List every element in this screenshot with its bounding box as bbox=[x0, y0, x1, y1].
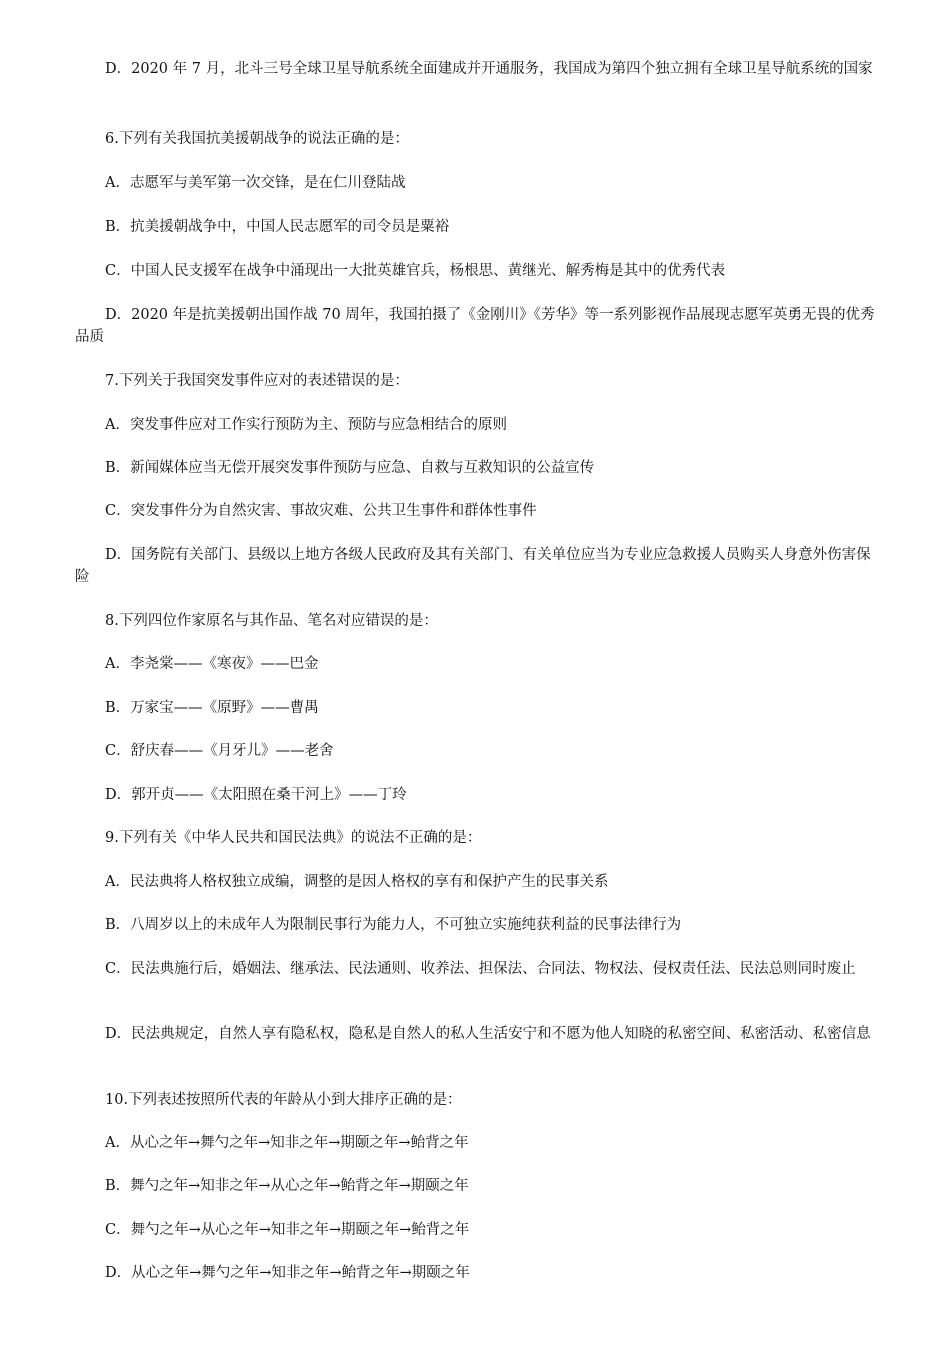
option-10c: C．舞勺之年→从心之年→知非之年→期颐之年→鲐背之年 bbox=[105, 1222, 470, 1238]
option-7c: C．突发事件分为自然灾害、事故灾难、公共卫生事件和群体性事件 bbox=[105, 503, 537, 519]
option-8c: C．舒庆春——《月牙儿》——老舍 bbox=[105, 743, 334, 759]
question-8: 8.下列四位作家原名与其作品、笔名对应错误的是： bbox=[105, 613, 438, 629]
option-6a: A．志愿军与美军第一次交锋，是在仁川登陆战 bbox=[105, 175, 406, 191]
question-7: 7.下列关于我国突发事件应对的表述错误的是： bbox=[105, 373, 409, 389]
option-9c: C．民法典施行后，婚姻法、继承法、民法通则、收养法、担保法、合同法、物权法、侵权责任法、民法总则同时废止 bbox=[105, 961, 856, 977]
option-9a: A．民法典将人格权独立成编，调整的是因人格权的享有和保护产生的民事关系 bbox=[105, 874, 609, 890]
question-10: 10.下列表述按照所代表的年龄从小到大排序正确的是： bbox=[105, 1092, 462, 1108]
option-7d: D．国务院有关部门、县级以上地方各级人民政府及其有关部门、有关单位应当为专业应急救援人员购买人身意外伤害保险 bbox=[75, 547, 871, 585]
option-8a: A．李尧棠——《寒夜》——巴金 bbox=[105, 656, 319, 672]
option-7b: B．新闻媒体应当无偿开展突发事件预防与应急、自救与互救知识的公益宣传 bbox=[105, 460, 595, 476]
option-9b: B．八周岁以上的未成年人为限制民事行为能力人，不可独立实施纯获利益的民事法律行为 bbox=[105, 917, 682, 933]
option-6d: D．2020 年是抗美援朝出国作战 70 周年，我国拍摄了《金刚川》《芳华》等一系列影视作品展现志愿军英勇无畏的优秀品质 bbox=[75, 307, 875, 345]
question-9: 9.下列有关《中华人民共和国民法典》的说法不正确的是： bbox=[105, 830, 482, 846]
option-8b: B．万家宝——《原野》——曹禺 bbox=[105, 700, 319, 716]
option-7a: A．突发事件应对工作实行预防为主、预防与应急相结合的原则 bbox=[105, 417, 507, 433]
option-8d: D．郭开贞——《太阳照在桑干河上》——丁玲 bbox=[105, 787, 407, 803]
option-6c: C．中国人民支援军在战争中涌现出一大批英雄官兵，杨根思、黄继光、解秀梅是其中的优秀代表 bbox=[105, 263, 726, 279]
option-5d: D．2020 年 7 月，北斗三号全球卫星导航系统全面建成并开通服务，我国成为第四个独立拥有全球卫星导航系统的国家 bbox=[105, 61, 873, 77]
question-6: 6.下列有关我国抗美援朝战争的说法正确的是： bbox=[105, 131, 409, 147]
option-10a: A．从心之年→舞勺之年→知非之年→期颐之年→鲐背之年 bbox=[105, 1135, 469, 1151]
option-10d: D．从心之年→舞勺之年→知非之年→鲐背之年→期颐之年 bbox=[105, 1265, 470, 1281]
option-10b: B．舞勺之年→知非之年→从心之年→鲐背之年→期颐之年 bbox=[105, 1178, 469, 1194]
option-9d: D．民法典规定，自然人享有隐私权，隐私是自然人的私人生活安宁和不愿为他人知晓的私密空间、私密活动、私密信息 bbox=[105, 1026, 871, 1042]
option-6b: B．抗美援朝战争中，中国人民志愿军的司令员是粟裕 bbox=[105, 219, 450, 235]
